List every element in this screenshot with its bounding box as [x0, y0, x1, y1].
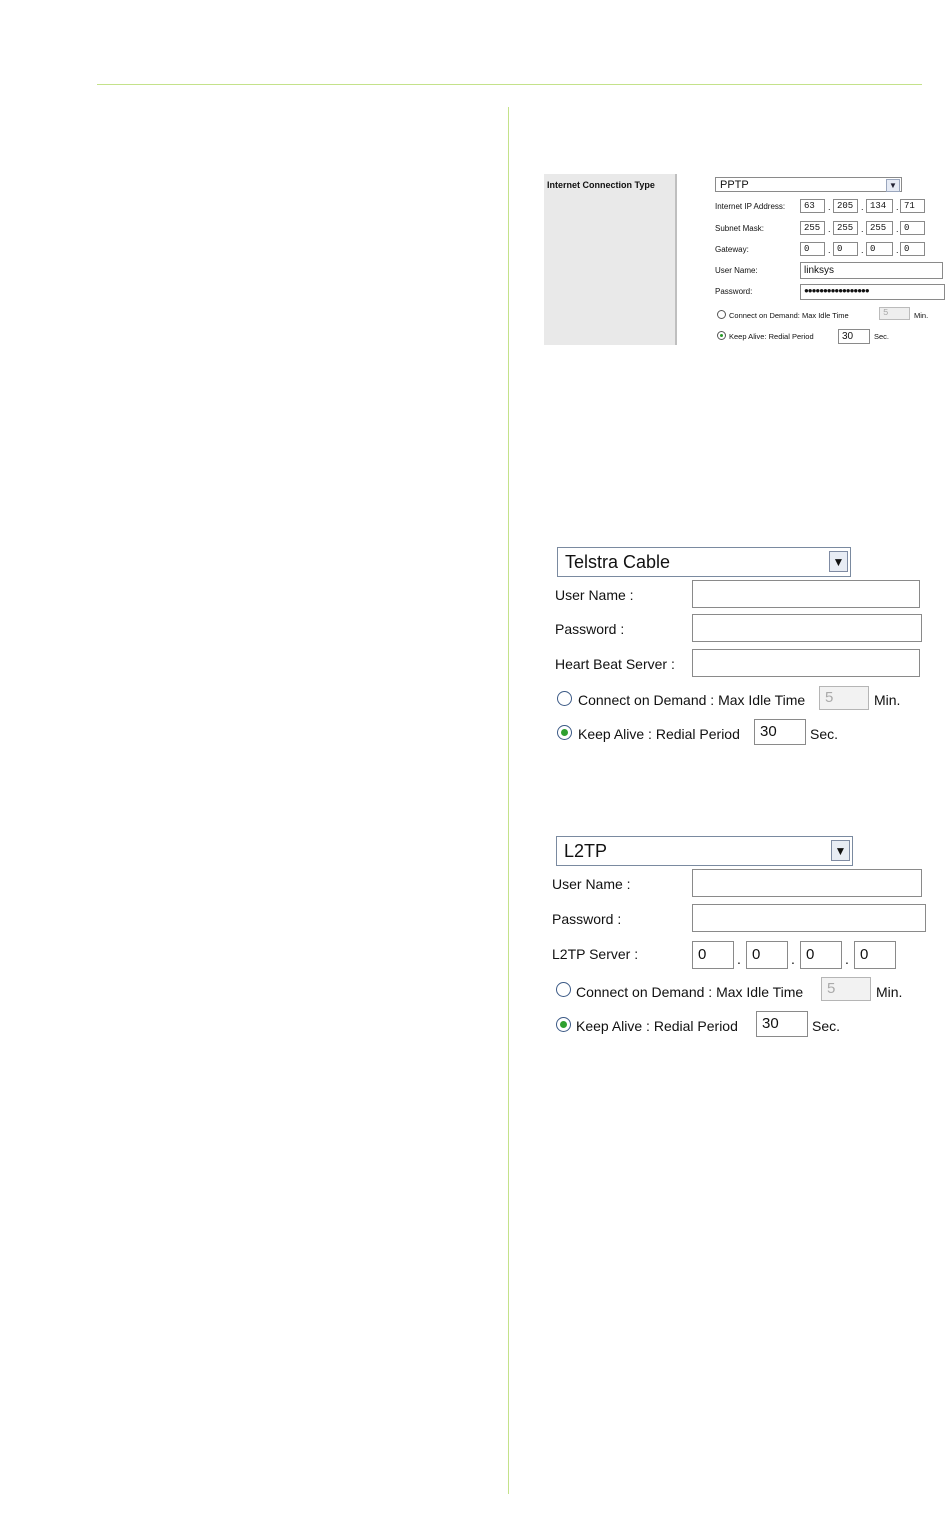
pptp-redial-period-input[interactable]: 30: [838, 329, 870, 344]
pptp-gateway-octet-2[interactable]: 0: [833, 242, 858, 256]
telstra-redial-period-input[interactable]: 30: [754, 719, 806, 745]
pptp-min-unit: Min.: [914, 311, 929, 320]
l2tp-keep-alive-radio[interactable]: [556, 1017, 571, 1032]
telstra-sec-unit: Sec.: [810, 726, 839, 742]
l2tp-min-unit: Min.: [876, 984, 903, 1000]
pptp-gateway-octet-3[interactable]: 0: [866, 242, 893, 256]
chevron-down-icon[interactable]: ▼: [831, 840, 850, 861]
pptp-mask-octet-4[interactable]: 0: [900, 221, 925, 235]
pptp-ip-octet-1[interactable]: 63: [800, 199, 825, 213]
l2tp-server-octet-2[interactable]: 0: [746, 941, 788, 969]
l2tp-connect-on-demand-radio[interactable]: [556, 982, 571, 997]
telstra-heartbeat-input[interactable]: [692, 649, 920, 677]
pptp-ip-octet-4[interactable]: 71: [900, 199, 925, 213]
pptp-gateway-octet-4[interactable]: 0: [900, 242, 925, 256]
pptp-connect-on-demand-radio[interactable]: [717, 310, 726, 319]
l2tp-password-label: Password :: [552, 911, 622, 927]
pptp-connection-type-value: PPTP: [720, 179, 749, 191]
l2tp-server-octet-4[interactable]: 0: [854, 941, 896, 969]
pptp-sidebar: [544, 174, 677, 345]
l2tp-keep-alive-label: Keep Alive : Redial Period: [576, 1018, 738, 1034]
l2tp-server-label: L2TP Server :: [552, 946, 639, 962]
pptp-mask-octet-2[interactable]: 255: [833, 221, 858, 235]
l2tp-server-octet-3[interactable]: 0: [800, 941, 842, 969]
l2tp-redial-period-input[interactable]: 30: [756, 1011, 808, 1037]
gateway-dot: .: [896, 245, 899, 255]
pptp-connection-type-select[interactable]: [715, 177, 902, 192]
l2tp-password-input[interactable]: [692, 904, 926, 932]
l2tp-max-idle-input[interactable]: 5: [821, 977, 871, 1001]
telstra-password-label: Password :: [555, 621, 625, 637]
pptp-sec-unit: Sec.: [874, 332, 890, 341]
mask-dot: .: [828, 224, 831, 234]
l2tp-username-input[interactable]: [692, 869, 922, 897]
mask-dot: .: [861, 224, 864, 234]
telstra-username-input[interactable]: [692, 580, 920, 608]
telstra-username-label: User Name :: [555, 587, 634, 603]
pptp-ip-label: Internet IP Address:: [715, 202, 786, 211]
telstra-keep-alive-label: Keep Alive : Redial Period: [578, 726, 740, 742]
pptp-keep-alive-label: Keep Alive: Redial Period: [729, 332, 814, 341]
l2tp-connection-type-select[interactable]: [556, 836, 853, 866]
telstra-connection-type-value: Telstra Cable: [565, 552, 671, 572]
pptp-ip-octet-2[interactable]: 205: [833, 199, 858, 213]
chevron-down-icon[interactable]: ▼: [829, 551, 848, 572]
l2tp-server-octet-1[interactable]: 0: [692, 941, 734, 969]
telstra-connect-on-demand-label: Connect on Demand : Max Idle Time: [578, 692, 806, 708]
pptp-sidebar-title: Internet Connection Type: [547, 180, 655, 190]
pptp-mask-label: Subnet Mask:: [715, 224, 764, 233]
l2tp-sec-unit: Sec.: [812, 1018, 841, 1034]
pptp-max-idle-input[interactable]: 5: [879, 307, 910, 320]
telstra-max-idle-input[interactable]: 5: [819, 686, 869, 710]
column-divider: [508, 107, 509, 1494]
telstra-min-unit: Min.: [874, 692, 901, 708]
pptp-password-input[interactable]: ●●●●●●●●●●●●●●●●●: [800, 284, 945, 300]
pptp-gateway-octet-1[interactable]: 0: [800, 242, 825, 256]
pptp-ip-octet-3[interactable]: 134: [866, 199, 893, 213]
l2tp-connection-type-value: L2TP: [564, 841, 608, 861]
header-rule: [97, 84, 922, 85]
server-dot: .: [737, 951, 741, 967]
pptp-keep-alive-radio[interactable]: [717, 331, 726, 340]
pptp-username-input[interactable]: linksys: [800, 262, 943, 279]
pptp-username-label: User Name:: [715, 266, 758, 275]
telstra-heartbeat-label: Heart Beat Server :: [555, 656, 675, 672]
server-dot: .: [791, 951, 795, 967]
gateway-dot: .: [828, 245, 831, 255]
pptp-mask-octet-3[interactable]: 255: [866, 221, 893, 235]
gateway-dot: .: [861, 245, 864, 255]
chevron-down-icon[interactable]: ▼: [886, 179, 900, 192]
l2tp-username-label: User Name :: [552, 876, 631, 892]
l2tp-connect-on-demand-label: Connect on Demand : Max Idle Time: [576, 984, 804, 1000]
ip-dot: .: [861, 202, 864, 212]
pptp-connect-on-demand-label: Connect on Demand: Max Idle Time: [729, 311, 849, 320]
telstra-keep-alive-radio[interactable]: [557, 725, 572, 740]
ip-dot: .: [896, 202, 899, 212]
pptp-gateway-label: Gateway:: [715, 245, 749, 254]
ip-dot: .: [828, 202, 831, 212]
telstra-password-input[interactable]: [692, 614, 922, 642]
telstra-connect-on-demand-radio[interactable]: [557, 691, 572, 706]
mask-dot: .: [896, 224, 899, 234]
server-dot: .: [845, 951, 849, 967]
pptp-password-label: Password:: [715, 287, 753, 296]
telstra-connection-type-select[interactable]: [557, 547, 851, 577]
pptp-mask-octet-1[interactable]: 255: [800, 221, 825, 235]
